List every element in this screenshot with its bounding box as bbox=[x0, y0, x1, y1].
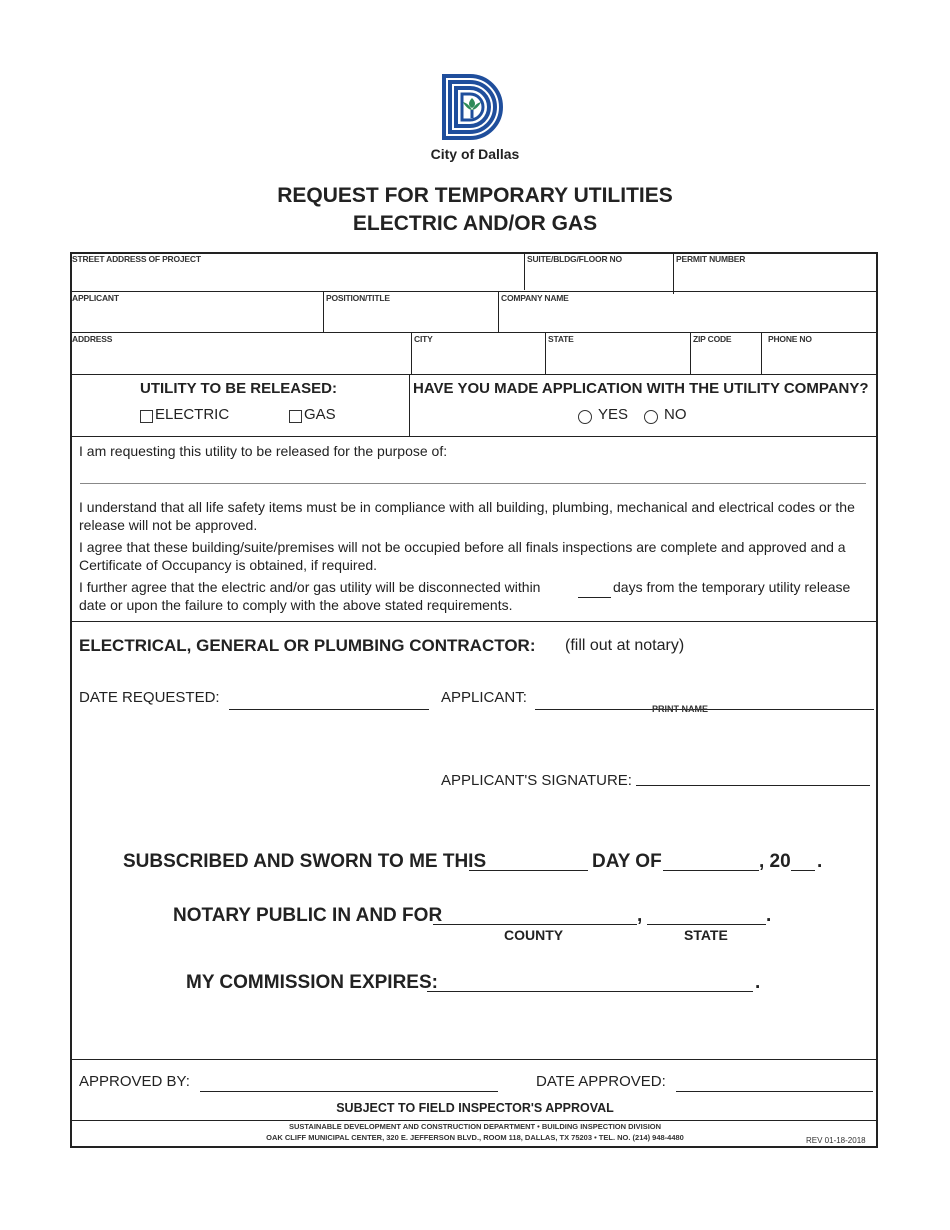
city-label: CITY bbox=[414, 334, 433, 344]
sworn-period: . bbox=[817, 851, 823, 872]
date-approved-label: DATE APPROVED: bbox=[536, 1073, 666, 1090]
divider bbox=[70, 332, 878, 333]
divider bbox=[545, 332, 546, 374]
approved-by-input[interactable] bbox=[200, 1071, 498, 1092]
yes-radio[interactable] bbox=[578, 410, 592, 424]
utility-heading: UTILITY TO BE RELEASED: bbox=[140, 380, 337, 397]
form-subtitle: ELECTRIC AND/OR GAS bbox=[352, 212, 598, 235]
divider bbox=[411, 332, 412, 374]
company-name-label: COMPANY NAME bbox=[501, 293, 569, 303]
electric-checkbox[interactable] bbox=[140, 410, 153, 423]
sworn-month-line[interactable] bbox=[663, 870, 759, 871]
purpose-input[interactable] bbox=[80, 464, 869, 484]
divider bbox=[70, 374, 878, 375]
sworn-label: SUBSCRIBED AND SWORN TO ME THIS bbox=[123, 851, 487, 872]
divider bbox=[70, 1059, 878, 1060]
applicant-signature-line[interactable] bbox=[636, 785, 870, 786]
org-name: City of Dallas bbox=[430, 146, 520, 162]
city-input[interactable] bbox=[416, 352, 545, 372]
divider bbox=[70, 621, 878, 622]
county-caption: COUNTY bbox=[504, 927, 564, 943]
city-of-dallas-logo bbox=[440, 72, 510, 142]
zip-code-input[interactable] bbox=[695, 352, 759, 372]
purpose-underline bbox=[80, 483, 866, 484]
terms-paragraph-3b-start: days from the temporary utility release bbox=[613, 579, 851, 595]
day-of-label: DAY OF bbox=[592, 851, 662, 872]
permit-number-input[interactable] bbox=[678, 270, 877, 290]
street-address-input[interactable] bbox=[74, 270, 523, 290]
utility-question: HAVE YOU MADE APPLICATION WITH THE UTILITY COMPANY? bbox=[413, 380, 869, 397]
position-title-label: POSITION/TITLE bbox=[326, 293, 390, 303]
form-title: REQUEST FOR TEMPORARY UTILITIES bbox=[277, 184, 673, 207]
purpose-text: I am requesting this utility to be released for the purpose of: bbox=[79, 443, 448, 459]
applicant-label: APPLICANT bbox=[72, 293, 119, 303]
no-label: NO bbox=[664, 406, 687, 423]
print-name-caption: PRINT NAME bbox=[652, 704, 708, 714]
divider bbox=[409, 374, 410, 436]
divider bbox=[690, 332, 691, 374]
state-input[interactable] bbox=[550, 352, 689, 372]
date-approved-input[interactable] bbox=[676, 1071, 873, 1092]
phone-number-input[interactable] bbox=[766, 352, 878, 372]
footer-department: SUSTAINABLE DEVELOPMENT AND CONSTRUCTION DEPARTMENT • BUILDING INSPECTION DIVISION bbox=[288, 1122, 662, 1131]
gas-checkbox[interactable] bbox=[289, 410, 302, 423]
date-requested-label: DATE REQUESTED: bbox=[79, 689, 220, 706]
contractor-heading: ELECTRICAL, GENERAL OR PLUMBING CONTRACTOR: bbox=[79, 636, 536, 655]
applicant-name-label: APPLICANT: bbox=[441, 689, 527, 706]
date-requested-input[interactable] bbox=[229, 689, 429, 710]
disconnect-days-input[interactable] bbox=[578, 577, 611, 598]
phone-number-label: PHONE NO bbox=[768, 334, 812, 344]
applicant-signature-label: APPLICANT'S SIGNATURE: bbox=[441, 772, 632, 789]
divider bbox=[524, 252, 525, 290]
divider bbox=[70, 291, 878, 292]
county-comma: , bbox=[637, 905, 643, 926]
permit-number-label: PERMIT NUMBER bbox=[676, 254, 746, 264]
company-name-input[interactable] bbox=[503, 310, 877, 330]
commission-period: . bbox=[755, 972, 761, 993]
divider bbox=[498, 291, 499, 332]
year-prefix: , 20 bbox=[759, 851, 791, 872]
divider bbox=[761, 332, 762, 374]
suite-label: SUITE/BLDG/FLOOR NO bbox=[527, 254, 622, 264]
position-title-input[interactable] bbox=[328, 310, 497, 330]
divider bbox=[323, 291, 324, 332]
divider bbox=[70, 1120, 878, 1121]
notary-state-line[interactable] bbox=[647, 924, 766, 925]
divider bbox=[70, 436, 878, 437]
suite-input[interactable] bbox=[528, 270, 672, 290]
sworn-year-line[interactable] bbox=[791, 870, 815, 871]
terms-paragraph-2: I agree that these building/suite/premises will not be occupied before all finals inspections are complete and approved and a Certificate of Occupancy is obtained, if required. bbox=[79, 539, 846, 573]
yes-label: YES bbox=[598, 406, 629, 423]
state-label: STATE bbox=[548, 334, 574, 344]
applicant-input[interactable] bbox=[74, 310, 323, 330]
terms-paragraph-3a: I further agree that the electric and/or gas utility will be disconnected within bbox=[79, 579, 541, 595]
state-caption: STATE bbox=[684, 927, 728, 943]
revision-code: REV 01-18-2018 bbox=[806, 1136, 866, 1145]
address-input[interactable] bbox=[74, 352, 410, 372]
approved-by-label: APPROVED BY: bbox=[79, 1073, 190, 1090]
county-line[interactable] bbox=[433, 924, 637, 925]
notary-public-label: NOTARY PUBLIC IN AND FOR bbox=[173, 905, 443, 926]
commission-expires-label: MY COMMISSION EXPIRES: bbox=[186, 972, 438, 993]
address-label: ADDRESS bbox=[72, 334, 113, 344]
no-radio[interactable] bbox=[644, 410, 658, 424]
divider bbox=[673, 252, 674, 294]
zip-code-label: ZIP CODE bbox=[693, 334, 732, 344]
footer-address: OAK CLIFF MUNICIPAL CENTER, 320 E. JEFFERSON BLVD., ROOM 118, DALLAS, TX 75203 • TEL. NO. (214) 948-4480 bbox=[266, 1133, 684, 1142]
gas-label: GAS bbox=[304, 406, 336, 423]
terms-paragraph-1: I understand that all life safety items must be in compliance with all building, plumbing, mechanical and electrical codes or the release will not be approved. bbox=[79, 499, 855, 533]
sworn-day-line[interactable] bbox=[469, 870, 588, 871]
contractor-note: (fill out at notary) bbox=[565, 637, 685, 654]
commission-expires-line[interactable] bbox=[427, 991, 753, 992]
street-address-label: STREET ADDRESS OF PROJECT bbox=[72, 254, 201, 264]
electric-label: ELECTRIC bbox=[155, 406, 230, 423]
notary-period: . bbox=[766, 905, 772, 926]
terms-paragraph-3b-end: date or upon the failure to comply with the above stated requirements. bbox=[79, 597, 513, 613]
inspector-approval-note: SUBJECT TO FIELD INSPECTOR'S APPROVAL bbox=[336, 1101, 614, 1115]
